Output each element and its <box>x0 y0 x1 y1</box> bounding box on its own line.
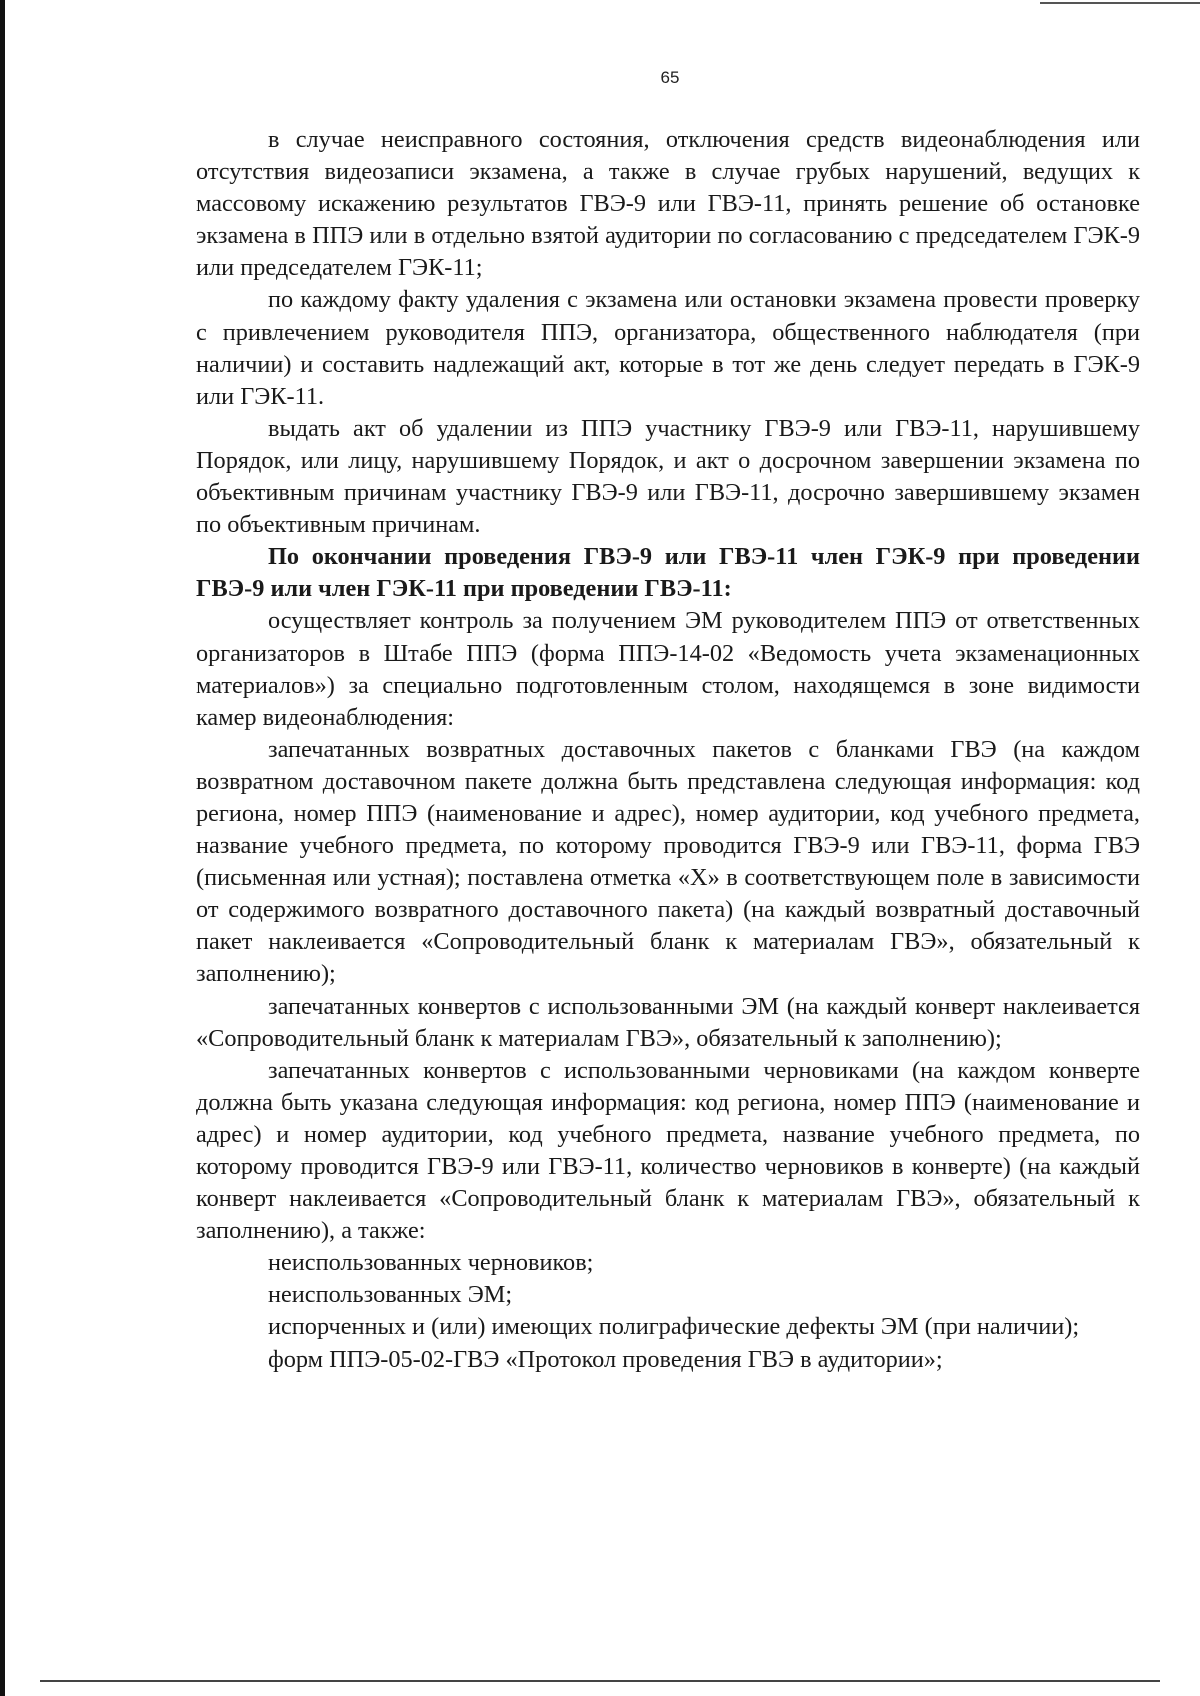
paragraph: в случае неисправного состояния, отключения средств видеонаблюдения или отсутствия видеозаписи экзамена, а также в случае грубых нарушений, ведущих к массовому искажению результатов ГВЭ-9 или ГВЭ-11, принять решение об остановке экзамена в ППЭ или в отдельно взятой аудитории по согласованию с председателем ГЭК-9 или председателем ГЭК-11; <box>196 126 1140 282</box>
scan-edge-bottom <box>40 1680 1160 1682</box>
document-body <box>196 124 1140 1376</box>
paragraph: осуществляет контроль за получением ЭМ руководителем ППЭ от ответственных организаторов в Штабе ППЭ (форма ППЭ-14-02 «Ведомость учета экзаменационных материалов») за специально подготовленным столом, находящемся в зоне видимости камер видеонаблюдения: <box>196 607 1140 731</box>
paragraph: запечатанных конвертов с использованными черновиками (на каждом конверте должна быть указана следующая информация: код региона, номер ППЭ (наименование и адрес) и номер аудитории, код учебного предмета, название учебного предмета, по которому проводится ГВЭ-9 или ГВЭ-11, количество черновиков в конверте) (на каждый конверт наклеивается «Сопроводительный бланк к материалам ГВЭ», обязательный к заполнению), а также: <box>196 1056 1140 1245</box>
paragraph: выдать акт об удалении из ППЭ участнику ГВЭ-9 или ГВЭ-11, нарушившему Порядок, или лицу, нарушившему Порядок, и акт о досрочном завершении экзамена по объективным причинам участнику ГВЭ-9 или ГВЭ-11, досрочно завершившему экзамен по объективным причинам. <box>196 414 1140 539</box>
paragraph: по каждому факту удаления с экзамена или остановки экзамена провести проверку с привлечением руководителя ППЭ, организатора, общественного наблюдателя (при наличии) и составить надлежащий акт, которые в тот же день следует передать в ГЭК-9 или ГЭК-11. <box>196 286 1140 410</box>
paragraph: неиспользованных ЭМ; <box>268 1281 513 1309</box>
paragraph: запечатанных конвертов с использованными ЭМ (на каждый конверт наклеивается «Сопроводительный бланк к материалам ГВЭ», обязательный к заполнению); <box>196 992 1140 1052</box>
paragraph: испорченных и (или) имеющих полиграфические дефекты ЭМ (при наличии); <box>268 1313 1080 1341</box>
page-number: 65 <box>660 68 680 87</box>
scan-edge-left <box>0 0 5 1696</box>
scan-edge-top <box>1040 2 1200 4</box>
paragraph: запечатанных возвратных доставочных пакетов с бланками ГВЭ (на каждом возвратном доставочном пакете должна быть представлена следующая информация: код региона, номер ППЭ (наименование и адрес), номер аудитории, код учебного предмета, название учебного предмета, по которому проводится ГВЭ-9 или ГВЭ-11, форма ГВЭ (письменная или устная); поставлена отметка «Х» в соответствующем поле в зависимости от содержимого возвратного доставочного пакета) (на каждый возвратный доставочный пакет наклеивается «Сопроводительный бланк к материалам ГВЭ», обязательный к заполнению); <box>196 735 1140 988</box>
section-heading: По окончании проведения ГВЭ-9 или ГВЭ-11 член ГЭК-9 при проведении ГВЭ-9 или член ГЭК-11 при проведении ГВЭ-11: <box>196 543 1140 603</box>
paragraph: форм ППЭ-05-02-ГВЭ «Протокол проведения ГВЭ в аудитории»; <box>268 1345 943 1373</box>
paragraph: неиспользованных черновиков; <box>268 1249 594 1277</box>
